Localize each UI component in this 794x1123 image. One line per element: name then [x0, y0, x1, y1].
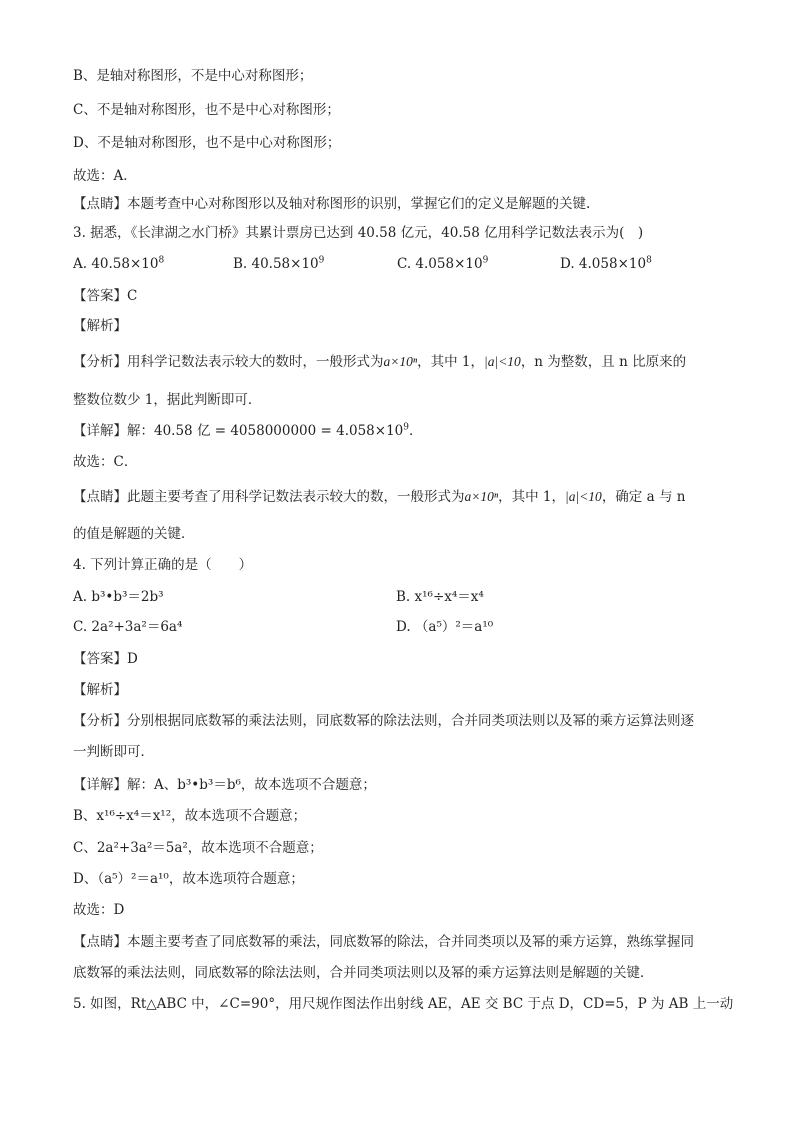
q4-detail-d: D、（a⁵）²＝a¹⁰，故本选项符合题意；: [73, 871, 304, 887]
q4-detail-c: C、2a²+3a²＝5a²，故本选项不合题意；: [73, 840, 323, 856]
q4-option-b: B. x¹⁶÷x⁴＝x⁴: [396, 589, 484, 605]
q2-option-d-explanation: D、不是轴对称图形，也不是中心对称图形；: [73, 135, 341, 151]
q4-analysis-heading: 【解析】: [73, 682, 127, 698]
q3-option-c: C. $4.058\times 10^9$: [397, 255, 489, 272]
q2-choice: 故选：A．: [73, 168, 137, 184]
q2-comment: 【点睛】本题考查中心对称图形以及轴对称图形的识别，掌握它们的定义是解题的关键.: [73, 196, 591, 212]
q4-analysis-line2: 一判断即可．: [73, 744, 154, 760]
q3-detail: 【详解】解：40.58 亿 = $4058000000 = 4.058\times 10^9$．: [73, 422, 423, 439]
q4-option-d: D. （a⁵）²＝a¹⁰: [396, 619, 494, 635]
q4-comment-line1: 【点睛】本题主要考查了同底数幂的乘法，同底数幂的除法，合并同类项以及幂的乘方运算，熟练掌握同: [73, 934, 694, 950]
q3-stem: 3. 据悉，《长津湖之水门桥》其累计票房已达到 40.58 亿元，40.58 亿用科学记数法表示为( ): [73, 225, 644, 241]
q3-analysis-formula: a×10ⁿ: [383, 354, 418, 369]
q3-comment-line2: 的值是解题的关键．: [73, 526, 195, 542]
q4-analysis-line1: 【分析】分别根据同底数幂的乘法法则，同底数幂的除法法则，合并同类项法则以及幂的乘方运算法则逐: [73, 713, 694, 729]
q4-detail-b: B、x¹⁶÷x⁴＝x¹²，故本选项不合题意；: [73, 808, 307, 824]
q3-comment-line1: 【点睛】此题主要考查了用科学记数法表示较大的数，一般形式为a×10ⁿ，其中 1，|a|<10，确定 a 与 n: [73, 489, 686, 505]
q4-stem: 4. 下列计算正确的是（ ）: [73, 557, 253, 573]
q2-option-b-explanation: B、是轴对称图形，不是中心对称图形；: [73, 68, 313, 84]
q3-choice: 故选：C．: [73, 454, 138, 470]
q2-option-c-explanation: C、不是轴对称图形，也不是中心对称图形；: [73, 102, 340, 118]
q3-analysis-line1: 【分析】用科学记数法表示较大的数时，一般形式为a×10ⁿ，其中 1，|a|<10，n 为整数，且 n 比原来的: [73, 354, 687, 370]
q3-option-d: D. $4.058\times 10^8$: [560, 255, 652, 272]
q3-comment-formula: a×10ⁿ: [464, 489, 499, 504]
q3-option-b: B. $40.58\times 10^9$: [233, 255, 325, 272]
q4-choice: 故选：D: [73, 902, 125, 918]
q3-analysis-line2: 整数位数少 1，据此判断即可．: [73, 392, 262, 408]
q3-option-a: A. $40.58\times 10^8$: [73, 255, 165, 272]
q3-comment-abs: |a|<10: [565, 489, 602, 504]
q3-answer: 【答案】C: [73, 288, 138, 304]
q4-comment-line2: 底数幂的乘法法则，同底数幂的除法法则，合并同类项法则以及幂的乘方运算法则是解题的关键．: [73, 965, 654, 981]
q4-option-c: C. 2a²+3a²＝6a⁴: [73, 619, 183, 635]
q4-option-a: A. b³•b³＝2b³: [73, 589, 164, 605]
q3-analysis-heading: 【解析】: [73, 318, 127, 334]
q4-answer: 【答案】D: [73, 651, 138, 667]
q4-detail-a: 【详解】解：A、b³•b³＝b⁶，故本选项不合题意；: [73, 777, 376, 793]
q5-stem: 5. 如图，Rt△ABC 中，∠C=90°，用尺规作图法作出射线 AE，AE 交 BC 于点 D，CD=5，P 为 AB 上一动: [73, 996, 734, 1012]
q3-analysis-abs: |a|<10: [484, 354, 521, 369]
